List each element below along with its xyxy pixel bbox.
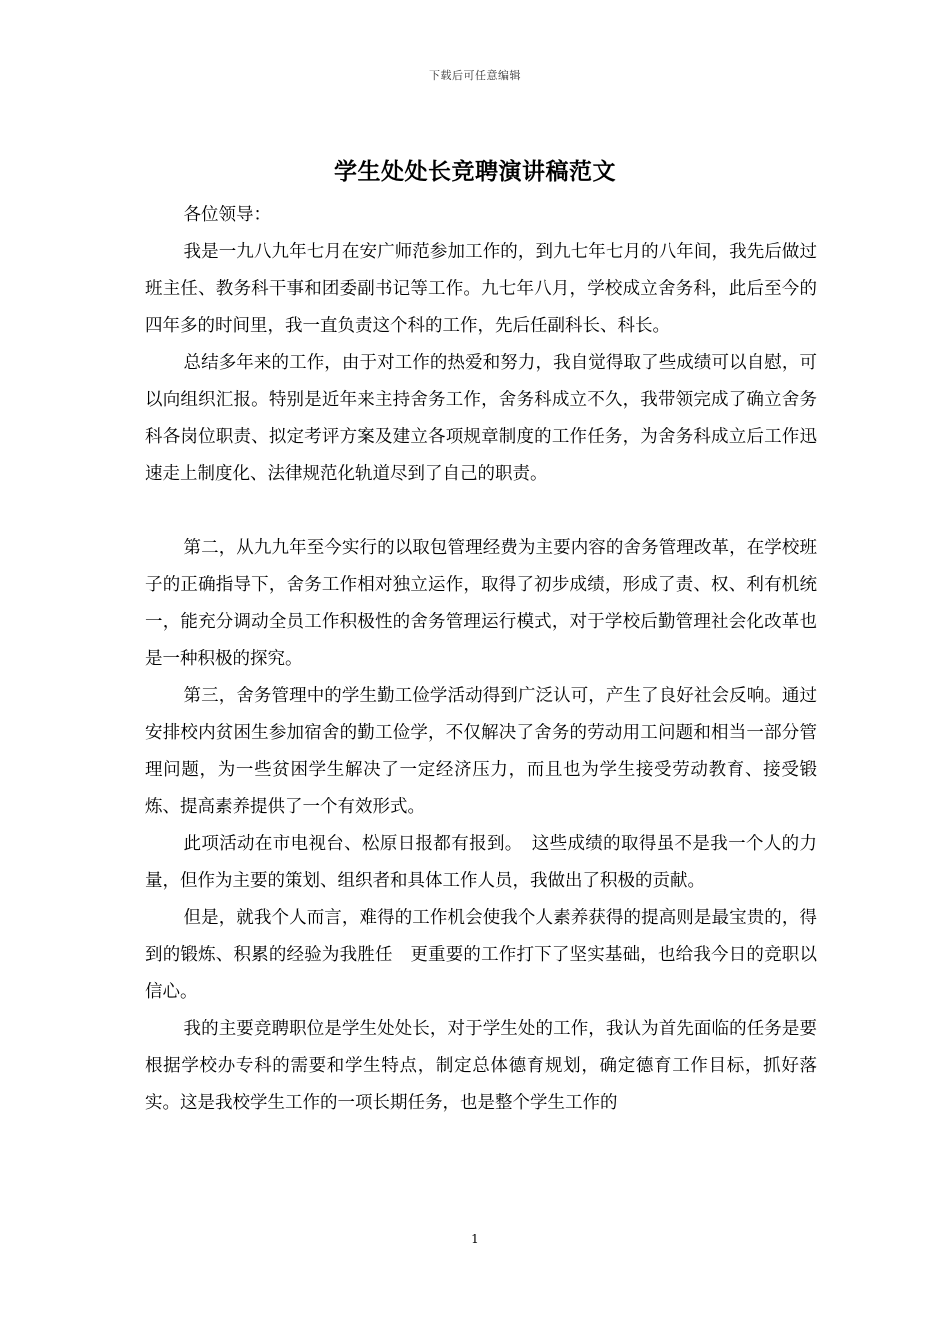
document-body bbox=[145, 197, 817, 1122]
body-paragraph: 我是一九八九年七月在安广师范参加工作的，到九七年七月的八年间，我先后做过班主任、教务科干事和团委副书记等工作。九七年八月，学校成立舍务科，此后至今的四年多的时间里，我一直负责这个科的工作，先后任副科长、科长。 bbox=[145, 242, 817, 336]
header-note: 下载后可任意编辑 bbox=[429, 69, 521, 82]
salutation-paragraph: 各位领导： bbox=[183, 205, 271, 225]
body-paragraph: 我的主要竞聘职位是学生处处长，对于学生处的工作，我认为首先面临的任务是要根据学校办专科的需要和学生特点，制定总体德育规划，确定德育工作目标，抓好落实。这是我校学生工作的一项长期任务，也是整个学生工作的 bbox=[145, 1019, 817, 1113]
body-paragraph: 但是，就我个人而言，难得的工作机会使我个人素养获得的提高则是最宝贵的，得到的锻炼、积累的经验为我胜任 更重要的工作打下了坚实基础，也给我今日的竞职以信心。 bbox=[145, 908, 817, 1002]
body-paragraph: 第三，舍务管理中的学生勤工俭学活动得到广泛认可，产生了良好社会反响。通过安排校内贫困生参加宿舍的勤工俭学，不仅解决了舍务的劳动用工问题和相当一部分管理问题，为一些贫困学生解决了一定经济压力，而且也为学生接受劳动教育、接受锻炼、提高素养提供了一个有效形式。 bbox=[145, 686, 817, 817]
body-paragraph: 第二，从九九年至今实行的以取包管理经费为主要内容的舍务管理改革，在学校班子的正确指导下，舍务工作相对独立运作，取得了初步成绩，形成了责、权、利有机统一，能充分调动全员工作积极性的舍务管理运行模式，对于学校后勤管理社会化改革也是一种积极的探究。 bbox=[145, 538, 817, 669]
document-title: 学生处处长竞聘演讲稿范文 bbox=[334, 158, 616, 185]
body-paragraph: 总结多年来的工作，由于对工作的热爱和努力，我自觉得取了些成绩可以自慰，可以向组织汇报。特别是近年来主持舍务工作，舍务科成立不久，我带领完成了确立舍务科各岗位职责、拟定考评方案及建立各项规章制度的工作任务，为舍务科成立后工作迅速走上制度化、法律规范化轨道尽到了自己的职责。 bbox=[145, 353, 817, 484]
body-paragraph: 此项活动在市电视台、松原日报都有报到。 这些成绩的取得虽不是我一个人的力量，但作为主要的策划、组织者和具体工作人员，我做出了积极的贡献。 bbox=[145, 834, 817, 891]
page-number: 1 bbox=[471, 1232, 479, 1246]
